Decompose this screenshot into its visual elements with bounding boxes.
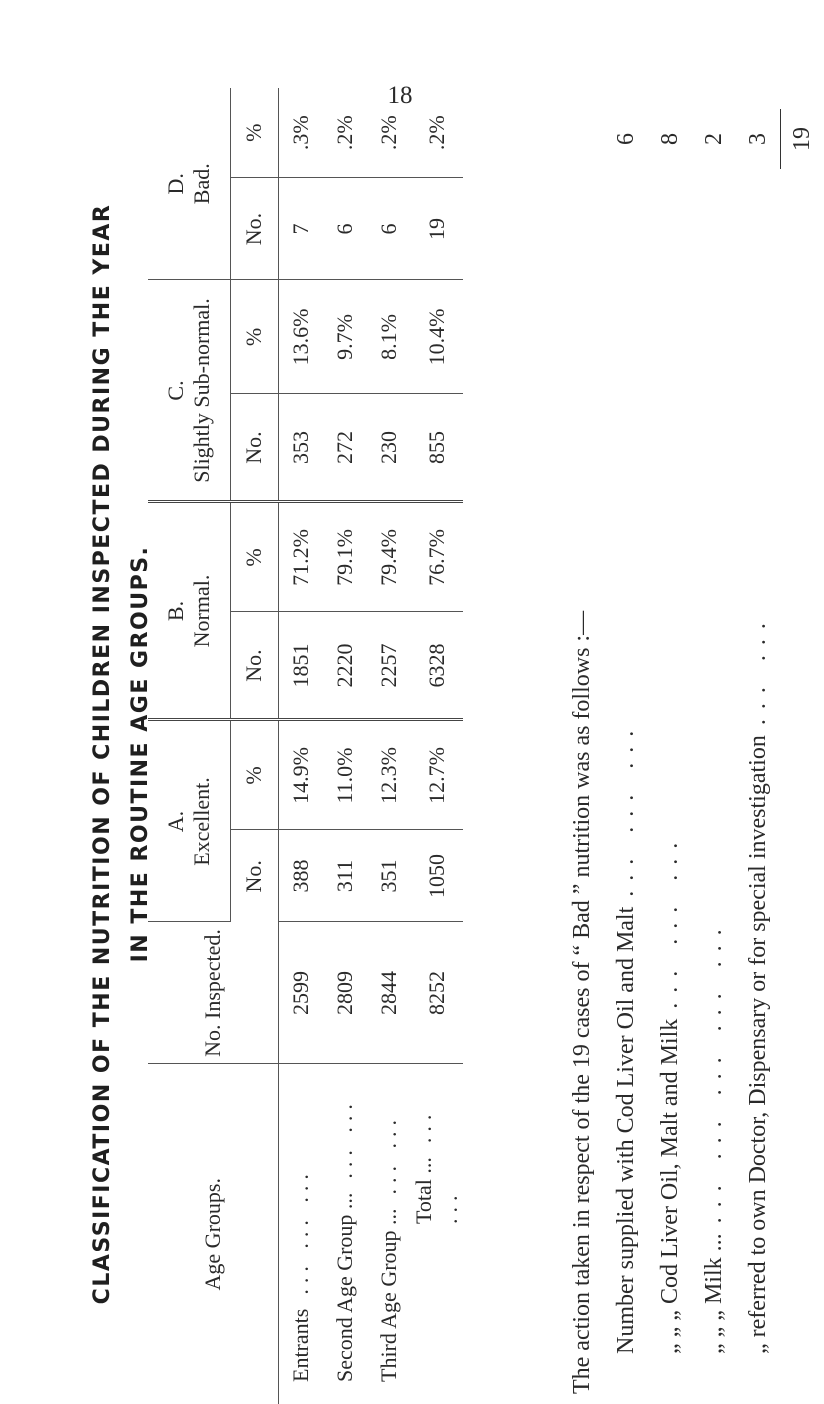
table-subtitle: IN THE ROUTINE AGE GROUPS. bbox=[128, 545, 153, 963]
cell-b-pct: 79.4% bbox=[367, 502, 411, 612]
cell-d-no: 19 bbox=[411, 178, 463, 280]
row-label: Entrants... ... ... bbox=[287, 1168, 313, 1382]
cell-a-pct: 12.7% bbox=[411, 720, 463, 830]
table-row bbox=[278, 88, 323, 1404]
cell-c-pct: 13.6% bbox=[278, 280, 323, 394]
action-item: Number supplied with Cod Liver Oil and Malt... ... ... 6 bbox=[604, 94, 648, 1394]
cell-inspected: 2809 bbox=[323, 922, 367, 1064]
nutrition-table bbox=[148, 88, 463, 1404]
cell-inspected: 2844 bbox=[367, 922, 411, 1064]
row-label: Total ...... ... bbox=[410, 1108, 462, 1224]
cell-a-no: 311 bbox=[323, 830, 367, 922]
header-no-inspected: No. Inspected. bbox=[148, 922, 278, 1064]
cell-b-pct: 76.7% bbox=[411, 502, 463, 612]
action-item: „ „ „ Cod Liver Oil, Malt and Milk... ... ... 8 bbox=[648, 94, 692, 1394]
row-label: Second Age Group ...... ... bbox=[331, 1098, 357, 1382]
header-group-c: C. Slightly Sub-normal. bbox=[148, 280, 230, 502]
cell-d-pct: .3% bbox=[278, 88, 323, 178]
cell-c-no: 855 bbox=[411, 394, 463, 502]
sub-header-c-no: No. bbox=[230, 394, 278, 502]
cell-d-no: 6 bbox=[367, 178, 411, 280]
action-item-value: 8 bbox=[657, 133, 683, 145]
action-item-value: 6 bbox=[613, 133, 639, 145]
table-row bbox=[323, 88, 367, 1404]
cell-inspected: 2599 bbox=[278, 922, 323, 1064]
cell-a-no: 1050 bbox=[411, 830, 463, 922]
cell-d-no: 7 bbox=[278, 178, 323, 280]
sub-header-d-no: No. bbox=[230, 178, 278, 280]
cell-c-no: 272 bbox=[323, 394, 367, 502]
header-group-a: A. Excellent. bbox=[148, 720, 230, 922]
action-item-value: 3 bbox=[745, 133, 771, 145]
cell-c-pct: 8.1% bbox=[367, 280, 411, 394]
page-number: 18 bbox=[387, 82, 413, 109]
sub-header-b-pct: % bbox=[230, 502, 278, 612]
table-row bbox=[367, 88, 411, 1404]
sub-header-a-no: No. bbox=[230, 830, 278, 922]
sub-header-d-pct: % bbox=[230, 88, 278, 178]
action-item-value: 2 bbox=[701, 133, 727, 145]
sub-header-b-no: No. bbox=[230, 612, 278, 720]
cell-d-pct: .2% bbox=[411, 88, 463, 178]
table-title: CLASSIFICATION OF THE NUTRITION OF CHILDREN INSPECTED DURING THE YEAR bbox=[90, 203, 115, 1305]
cell-c-pct: 9.7% bbox=[323, 280, 367, 394]
cell-b-no: 1851 bbox=[278, 612, 323, 720]
header-group-d: D. Bad. bbox=[148, 88, 230, 280]
cell-a-pct: 11.0% bbox=[323, 720, 367, 830]
cell-d-pct: .2% bbox=[323, 88, 367, 178]
cell-c-no: 353 bbox=[278, 394, 323, 502]
action-total: 19 bbox=[789, 127, 815, 151]
action-taken-section bbox=[560, 94, 824, 1394]
cell-a-pct: 12.3% bbox=[367, 720, 411, 830]
action-item: „ referred to own Doctor, Dispensary or for special investigation... ... 3 bbox=[736, 94, 780, 1394]
row-label: Third Age Group ...... ... bbox=[375, 1113, 401, 1382]
table-row-total bbox=[411, 88, 463, 1404]
cell-b-no: 2257 bbox=[367, 612, 411, 720]
sub-header-a-pct: % bbox=[230, 720, 278, 830]
action-total-line bbox=[780, 94, 824, 1394]
cell-b-no: 2220 bbox=[323, 612, 367, 720]
cell-a-no: 388 bbox=[278, 830, 323, 922]
cell-c-pct: 10.4% bbox=[411, 280, 463, 394]
cell-b-pct: 79.1% bbox=[323, 502, 367, 612]
cell-inspected: 8252 bbox=[411, 922, 463, 1064]
header-age-groups: Age Groups. bbox=[148, 1064, 278, 1404]
cell-d-no: 6 bbox=[323, 178, 367, 280]
action-intro: The action taken in respect of the 19 cases of “ Bad ” nutrition was as follows :— bbox=[569, 610, 595, 1394]
cell-b-no: 6328 bbox=[411, 612, 463, 720]
cell-b-pct: 71.2% bbox=[278, 502, 323, 612]
cell-a-no: 351 bbox=[367, 830, 411, 922]
sub-header-c-pct: % bbox=[230, 280, 278, 394]
action-item: „ „ „ Milk ...... ... ... ... ... 2 bbox=[692, 94, 736, 1394]
cell-d-pct: .2% bbox=[367, 88, 411, 178]
header-group-b: B. Normal. bbox=[148, 502, 230, 720]
cell-c-no: 230 bbox=[367, 394, 411, 502]
cell-a-pct: 14.9% bbox=[278, 720, 323, 830]
